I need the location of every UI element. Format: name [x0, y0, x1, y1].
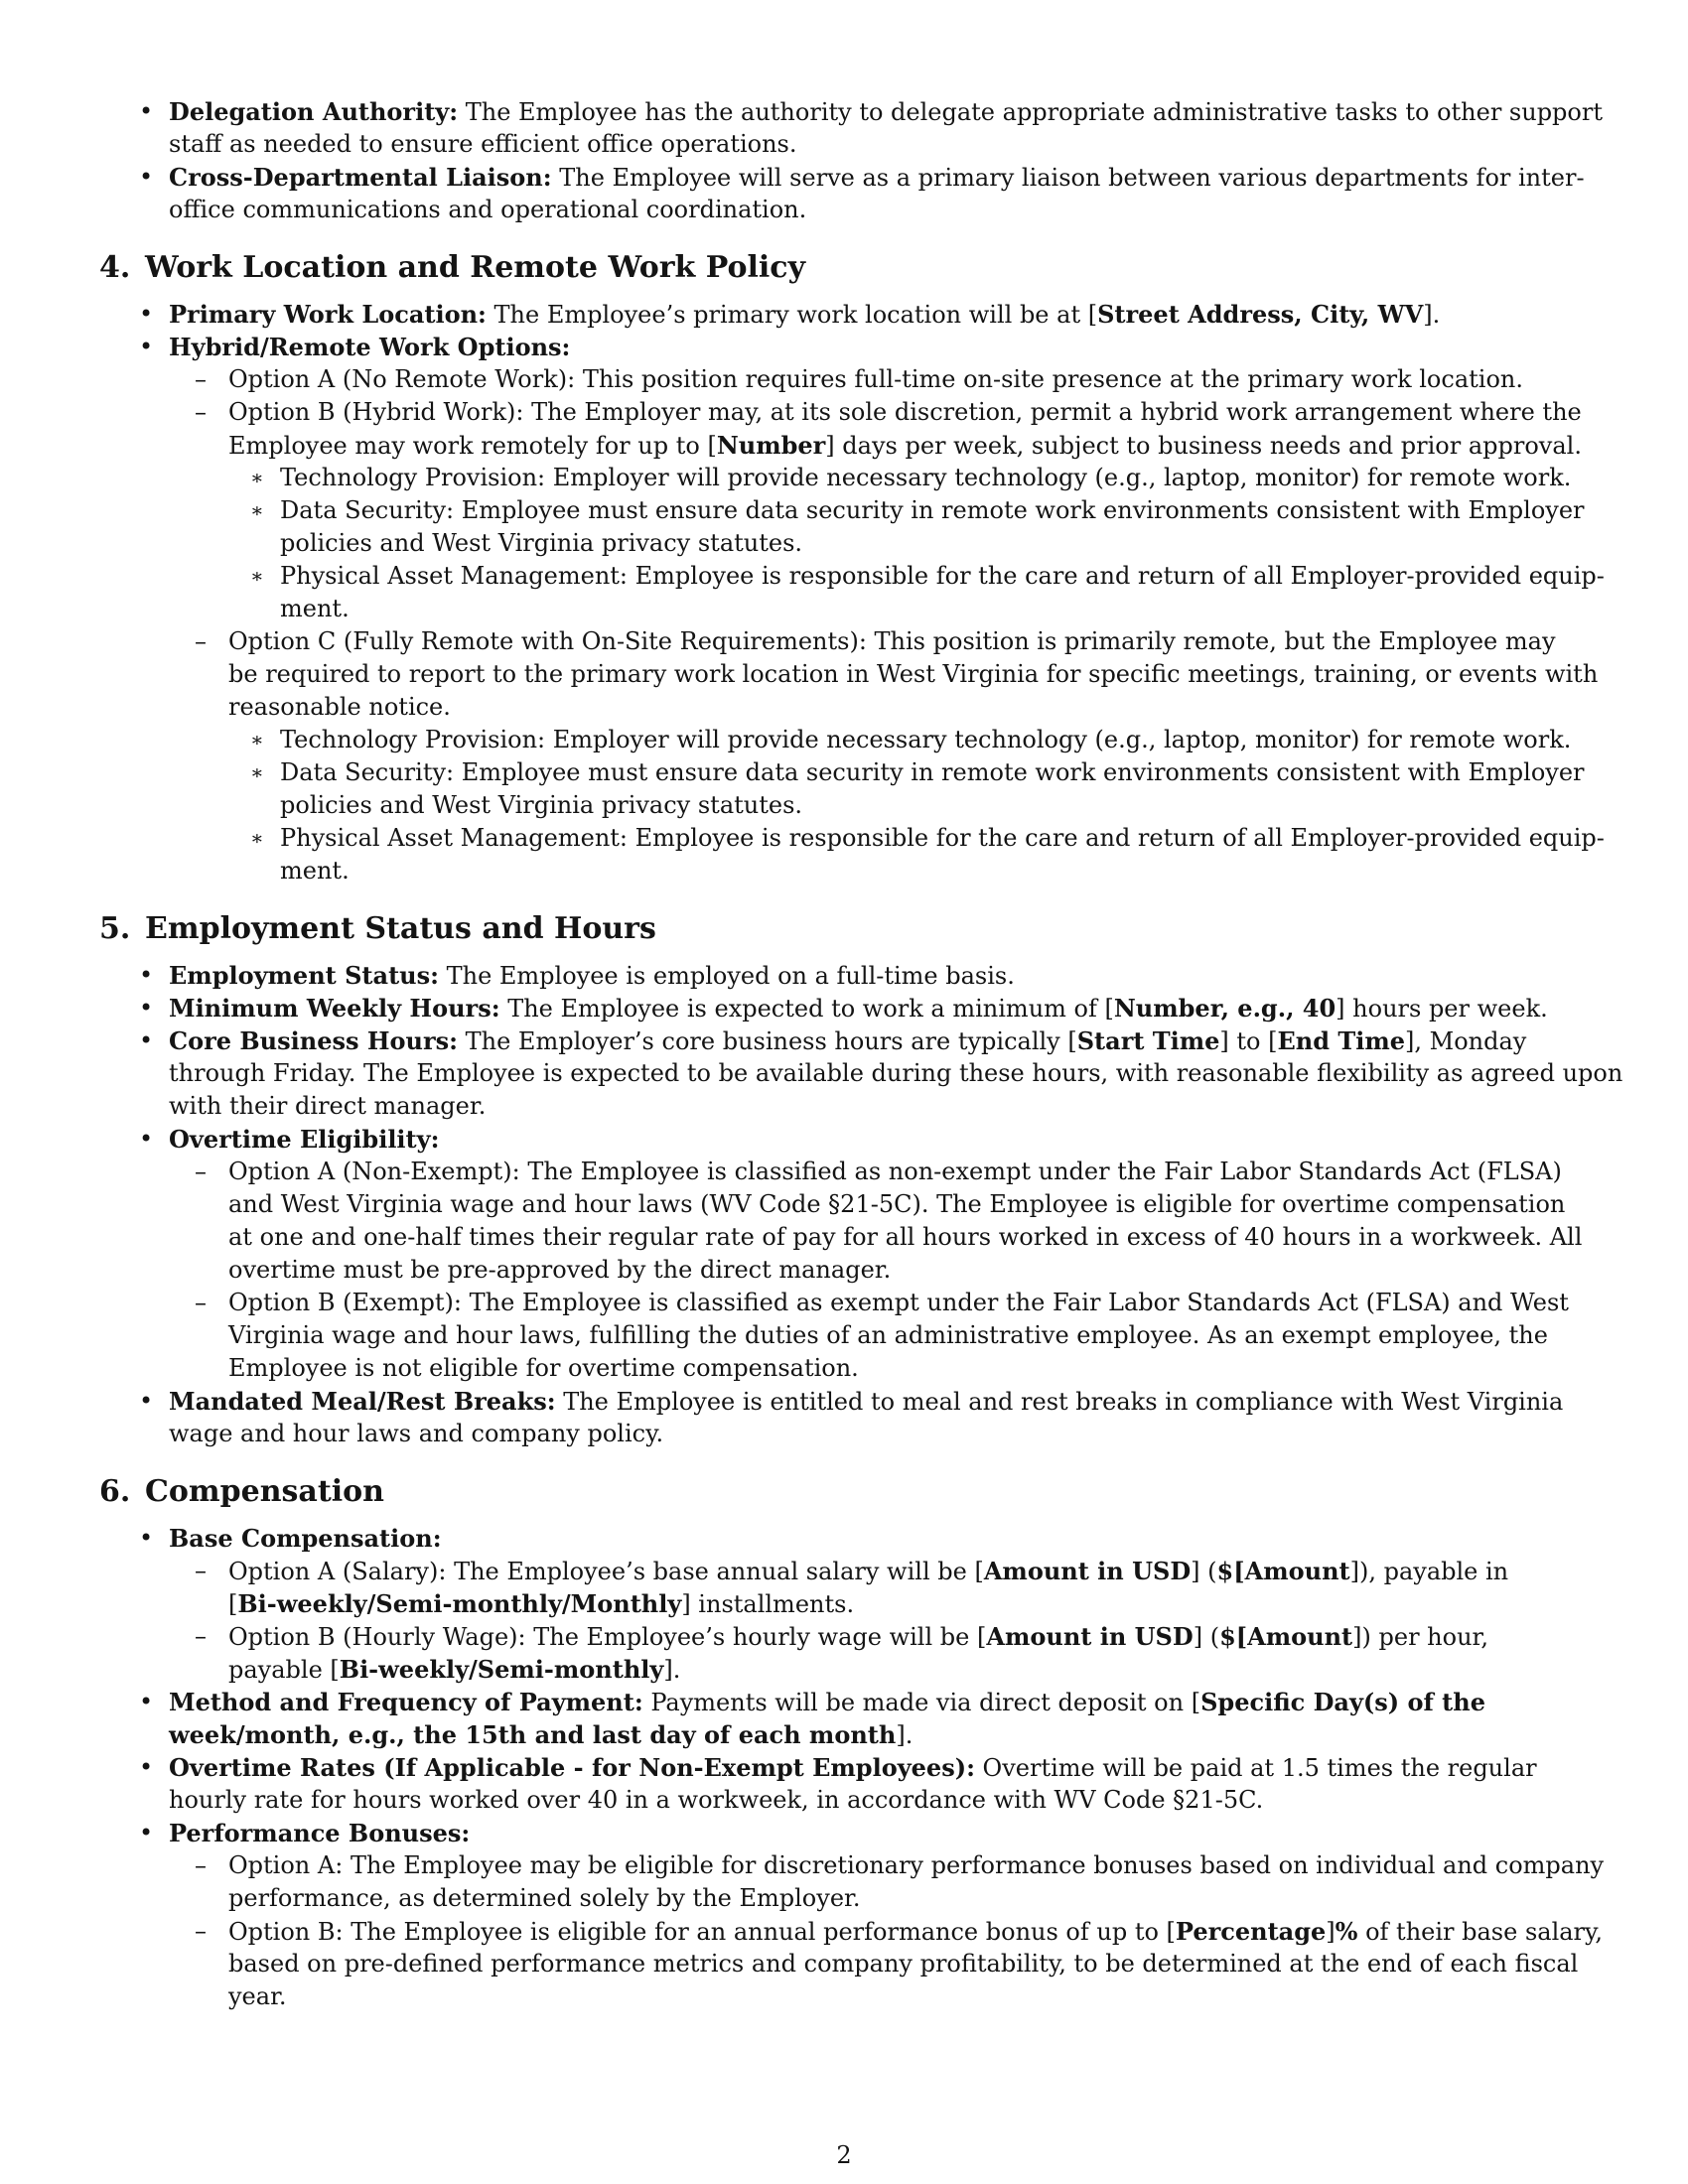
dash-icon: – — [195, 1622, 207, 1650]
document-body — [99, 95, 1623, 2013]
line-text: Work Location and Remote Work Policy — [145, 250, 805, 285]
line-text: Employee may work remotely for up to [Number] days per week, subject to business needs and prior approval. — [228, 431, 1582, 460]
section-heading — [99, 1474, 1589, 1510]
line-text: at one and one-half times their regular rate of pay for all hours worked in excess of 40 hours in a workweek. All — [228, 1223, 1583, 1251]
section-number: 6. — [99, 1474, 131, 1509]
bullet-icon: • — [139, 1819, 154, 1846]
bullet-icon: • — [139, 1387, 154, 1415]
bold-text: Number, e.g., 40 — [1113, 994, 1336, 1023]
line-text: based on pre-defined performance metrics and company profitability, to be determined at the end of each fiscal — [228, 1950, 1579, 1978]
text-line — [99, 1188, 1589, 1221]
bold-text: Performance Bonuses: — [169, 1819, 471, 1847]
bullet-icon: • — [139, 163, 154, 191]
line-text: Option A (Non-Exempt): The Employee is classified as non-exempt under the Fair Labor Standards Act (FLSA) — [228, 1158, 1562, 1185]
line-text — [169, 1126, 439, 1154]
text-line — [99, 658, 1599, 691]
line-text: overtime must be pre-approved by the direct manager. — [228, 1256, 892, 1284]
line-text: [Bi-weekly/Semi-monthly/Monthly] installments. — [228, 1589, 855, 1618]
line-text: Delegation Authority: The Employee has the authority to delegate appropriate administrative tasks to other support — [169, 97, 1603, 126]
line-text: ment. — [280, 857, 350, 885]
text-line — [99, 1948, 1589, 1980]
text-line — [99, 1385, 1589, 1418]
text-line — [99, 95, 1603, 128]
text-line — [99, 1751, 1589, 1784]
text-line — [99, 1686, 1589, 1718]
line-text: Mandated Meal/Rest Breaks: The Employee is entitled to meal and rest breaks in compliance with West Virginia — [169, 1387, 1564, 1416]
line-text: office communications and operational coordination. — [169, 196, 807, 223]
section-number: 5. — [99, 911, 131, 946]
bullet-icon: • — [139, 1753, 154, 1781]
line-text: Primary Work Location: The Employee’s primary work location will be at [Street Address, City, WV]. — [169, 300, 1441, 329]
line-text: Cross-Departmental Liaison: The Employee will serve as a primary liaison between various departments for inter- — [169, 163, 1585, 192]
line-text: and West Virginia wage and hour laws (WV Code §21-5C). The Employee is eligible for overtime compensation — [228, 1190, 1566, 1218]
text-line — [99, 1522, 1589, 1555]
bold-text: Number — [716, 431, 826, 460]
bold-text: Overtime Eligibility: — [169, 1125, 440, 1154]
text-line — [99, 1024, 1589, 1057]
text-line — [99, 161, 1589, 194]
text-line — [99, 429, 1589, 462]
dash-icon: – — [195, 398, 207, 426]
bold-text: End Time — [1277, 1026, 1406, 1055]
dash-icon: – — [195, 1917, 207, 1945]
line-text — [169, 334, 570, 361]
section-number: 4. — [99, 250, 131, 285]
text-line — [99, 1653, 1589, 1686]
line-text: Minimum Weekly Hours: The Employee is expected to work a minimum of [Number, e.g., 40] hours per week. — [169, 994, 1548, 1023]
line-text: policies and West Virginia privacy statutes. — [280, 529, 803, 557]
line-text: Technology Provision: Employer will provide necessary technology (e.g., laptop, monitor) for remote work. — [280, 464, 1572, 491]
line-text: through Friday. The Employee is expected to be available during these hours, with reasonable flexibility as agreed upon — [169, 1059, 1623, 1087]
text-line — [99, 1090, 1589, 1123]
text-line — [99, 1817, 1589, 1849]
bold-text: Cross-Departmental Liaison: — [169, 163, 552, 192]
text-line — [99, 756, 1589, 789]
bold-text: Street Address, City, WV — [1097, 300, 1424, 329]
dash-icon: – — [195, 1289, 207, 1316]
text-line — [99, 593, 1589, 625]
line-text: wage and hour laws and company policy. — [169, 1420, 664, 1447]
bullet-icon: • — [139, 333, 154, 360]
text-line — [99, 1784, 1589, 1817]
bullet-icon: • — [139, 1688, 154, 1715]
text-line — [99, 959, 1589, 992]
text-line — [99, 1980, 1589, 2013]
line-text: Method and Frequency of Payment: Payments will be made via direct deposit on [Specific Day(s) of the — [169, 1688, 1485, 1716]
bold-text: Primary Work Location: — [169, 300, 487, 329]
line-text: Option A: The Employee may be eligible for discretionary performance bonuses based on individual and company — [228, 1851, 1605, 1879]
bold-text: Hybrid/Remote Work Options: — [169, 333, 571, 361]
line-text: staff as needed to ensure efficient office operations. — [169, 130, 797, 158]
line-text: Employment Status and Hours — [145, 911, 656, 946]
page-number: 2 — [836, 2141, 852, 2169]
bold-text: $[ — [1219, 1622, 1248, 1651]
bold-text: Start Time — [1076, 1026, 1220, 1055]
text-line — [99, 691, 1589, 724]
line-text: Data Security: Employee must ensure data security in remote work environments consistent with Employer — [280, 758, 1585, 786]
text-line — [99, 363, 1589, 396]
bold-text: Minimum Weekly Hours: — [169, 994, 500, 1023]
line-text: Option C (Fully Remote with On-Site Requirements): This position is primarily remote, but the Employee may — [228, 627, 1556, 655]
bold-text: Amount in USD — [986, 1622, 1194, 1651]
text-line — [99, 1849, 1605, 1882]
text-line — [99, 855, 1589, 887]
bold-text: Overtime Rates (If Applicable - for Non-Exempt Employees): — [169, 1753, 975, 1782]
line-text: Option A (No Remote Work): This position requires full-time on-site presence at the primary work location. — [228, 365, 1523, 393]
asterisk-icon: ∗ — [250, 760, 264, 784]
line-text: Option B (Hybrid Work): The Employer may, at its sole discretion, permit a hybrid work arrangement where the — [228, 398, 1582, 426]
text-line — [99, 298, 1589, 331]
bold-text: Delegation Authority: — [169, 97, 459, 126]
line-text: Option A (Salary): The Employee’s base annual salary will be [Amount in USD] ($[Amount]), payable in — [228, 1557, 1509, 1585]
text-line — [99, 1418, 1589, 1450]
asterisk-icon: ∗ — [250, 564, 264, 588]
bold-text: Specific Day(s) of the — [1200, 1688, 1485, 1716]
text-line — [99, 194, 1589, 226]
text-line — [99, 1587, 1589, 1620]
asterisk-icon: ∗ — [250, 728, 264, 751]
text-line — [99, 128, 1589, 161]
asterisk-icon: ∗ — [250, 826, 264, 850]
bold-text: Percentage — [1175, 1917, 1327, 1946]
bullet-icon: • — [139, 994, 154, 1022]
bold-text: Mandated Meal/Rest Breaks: — [169, 1387, 556, 1416]
bold-text: Amount — [1247, 1622, 1353, 1651]
line-text: Technology Provision: Employer will provide necessary technology (e.g., laptop, monitor) for remote work. — [280, 726, 1572, 753]
bold-text: Bi-weekly/Semi-monthly/Monthly — [237, 1589, 682, 1618]
line-text: performance, as determined solely by the Employer. — [228, 1884, 861, 1912]
dash-icon: – — [195, 1557, 207, 1584]
line-text — [169, 1525, 442, 1553]
text-line — [99, 724, 1589, 756]
line-text: Virginia wage and hour laws, fulfilling the duties of an administrative employee. As an exempt employee, the — [228, 1321, 1548, 1349]
dash-icon: – — [195, 365, 207, 393]
bullet-icon: • — [139, 961, 154, 989]
bullet-icon: • — [139, 1026, 154, 1054]
text-line — [99, 822, 1605, 855]
line-text: Physical Asset Management: Employee is responsible for the care and return of all Employer-provided equip- — [280, 562, 1605, 590]
bold-text: % — [1335, 1917, 1358, 1946]
text-line — [99, 462, 1589, 494]
line-text: hourly rate for hours worked over 40 in a workweek, in accordance with WV Code §21-5C. — [169, 1786, 1264, 1814]
text-line — [99, 1057, 1623, 1090]
text-line — [99, 560, 1605, 593]
text-line — [99, 625, 1589, 658]
text-line — [99, 1915, 1604, 1948]
line-text: Option B (Exempt): The Employee is classified as exempt under the Fair Labor Standards Act (FLSA) and West — [228, 1289, 1569, 1316]
dash-icon: – — [195, 1851, 207, 1879]
text-line — [99, 1352, 1589, 1385]
text-line — [99, 1555, 1589, 1587]
text-line — [99, 1882, 1589, 1915]
line-text: policies and West Virginia privacy statutes. — [280, 791, 803, 819]
line-text: Physical Asset Management: Employee is responsible for the care and return of all Employer-provided equip- — [280, 824, 1605, 852]
line-text: Overtime Rates (If Applicable - for Non-Exempt Employees): Overtime will be paid at 1.5 times the regular — [169, 1753, 1537, 1782]
text-line — [99, 396, 1589, 429]
line-text — [169, 1820, 470, 1847]
text-line — [99, 494, 1589, 527]
text-line — [99, 1254, 1589, 1287]
line-text: Employee is not eligible for overtime compensation. — [228, 1354, 859, 1382]
text-line — [99, 1620, 1589, 1653]
dash-icon: – — [195, 627, 207, 655]
bold-text: $[ — [1216, 1557, 1245, 1585]
text-line — [99, 1221, 1589, 1254]
section-heading — [99, 250, 1589, 286]
line-text: be required to report to the primary work location in West Virginia for specific meetings, training, or events with — [228, 660, 1599, 688]
line-text: Data Security: Employee must ensure data security in remote work environments consistent with Employer — [280, 496, 1585, 524]
line-text: reasonable notice. — [228, 693, 451, 721]
bold-text: Method and Frequency of Payment: — [169, 1688, 643, 1716]
bold-text: Bi-weekly/Semi-monthly — [339, 1655, 664, 1684]
asterisk-icon: ∗ — [250, 466, 264, 489]
bold-text: Base Compensation: — [169, 1524, 442, 1553]
bold-text: Amount in USD — [983, 1557, 1192, 1585]
bullet-icon: • — [139, 97, 154, 125]
line-text: week/month, e.g., the 15th and last day of each month]. — [169, 1720, 914, 1749]
dash-icon: – — [195, 1158, 207, 1185]
bold-text: Employment Status: — [169, 961, 439, 990]
text-line — [99, 1287, 1589, 1319]
line-text: payable [Bi-weekly/Semi-monthly]. — [228, 1655, 681, 1684]
text-line — [99, 1319, 1589, 1352]
text-line — [99, 527, 1589, 560]
section-heading — [99, 911, 1589, 947]
bold-text: Core Business Hours: — [169, 1026, 458, 1055]
text-line — [99, 1123, 1589, 1156]
text-line — [99, 1718, 1589, 1751]
line-text: year. — [228, 1982, 287, 2010]
text-line — [99, 331, 1589, 363]
bold-text: week/month, e.g., the 15th and last day of each month — [169, 1720, 897, 1749]
line-text: Option B (Hourly Wage): The Employee’s hourly wage will be [Amount in USD] ($[Amount]) per hour, — [228, 1622, 1488, 1651]
bullet-icon: • — [139, 300, 154, 328]
line-text: with their direct manager. — [169, 1092, 487, 1120]
line-text: Compensation — [145, 1474, 384, 1509]
text-line — [99, 992, 1589, 1024]
line-text: Core Business Hours: The Employer’s core business hours are typically [Start Time] to [End Time], Monday — [169, 1026, 1527, 1055]
bold-text: Amount — [1244, 1557, 1350, 1585]
line-text: ment. — [280, 595, 350, 622]
bullet-icon: • — [139, 1125, 154, 1153]
text-line — [99, 1156, 1589, 1188]
line-text: Option B: The Employee is eligible for an annual performance bonus of up to [Percentage]% of their base salary, — [228, 1917, 1604, 1946]
text-line — [99, 789, 1589, 822]
bullet-icon: • — [139, 1524, 154, 1552]
line-text: Employment Status: The Employee is employed on a full-time basis. — [169, 961, 1015, 990]
asterisk-icon: ∗ — [250, 498, 264, 522]
